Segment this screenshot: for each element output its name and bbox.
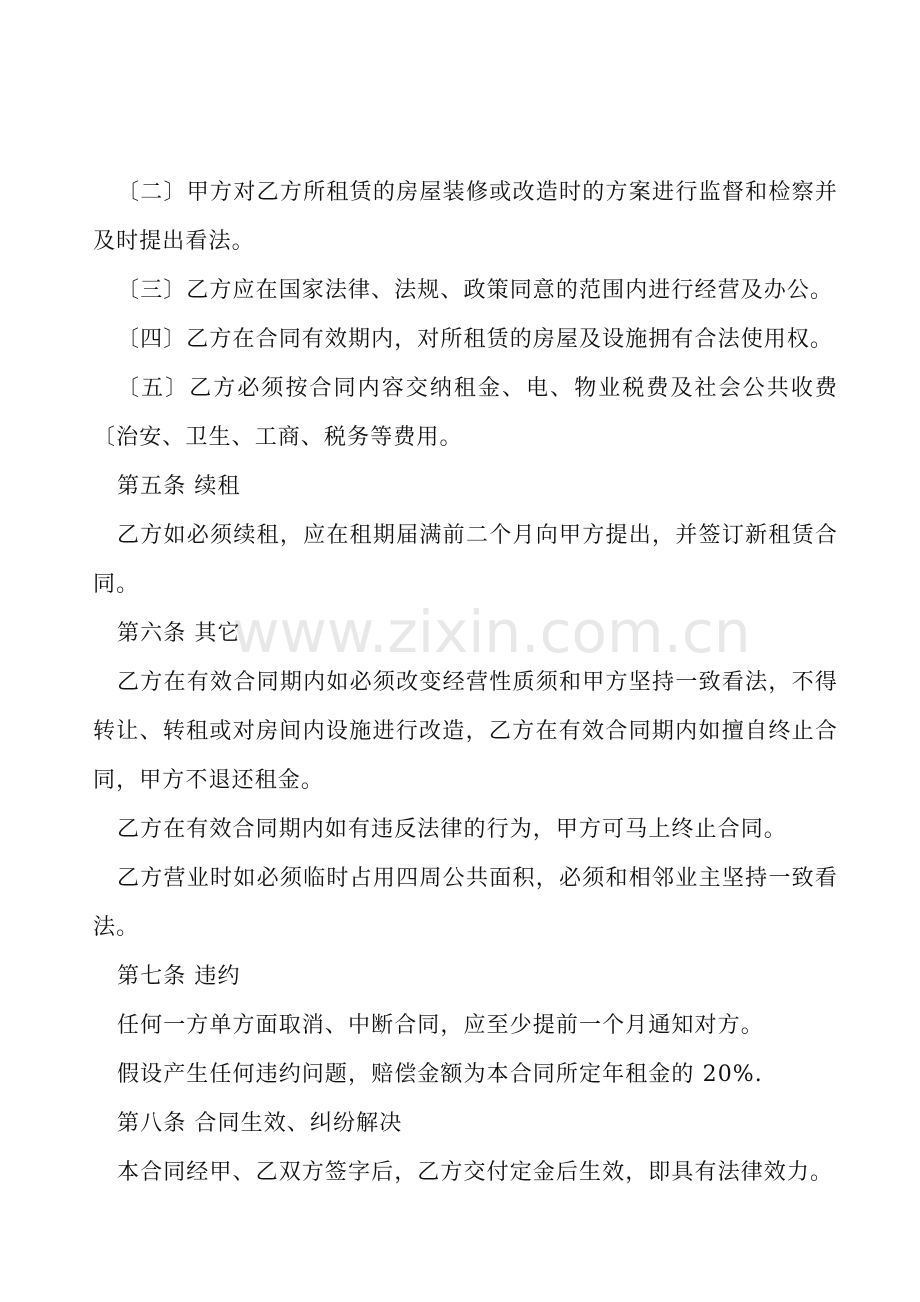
paragraph-breach-1: 任何一方单方面取消、中断合同，应至少提前一个月通知对方。 bbox=[117, 1013, 764, 1038]
watermark-text: www.zixin.com.cn bbox=[232, 598, 751, 666]
paragraph-clause-3: 〔三〕乙方应在国家法律、法规、政策同意的范围内进行经营及办公。 bbox=[117, 278, 834, 303]
paragraph-other-1: 乙方在有效合同期内如必须改变经营性质须和甲方坚持一致看法，不得转让、转租或对房间内设施进行改造，乙方在有效合同期内如擅自终止合同，甲方不退还租金。 bbox=[93, 670, 838, 793]
section-heading-5: 第五条 续租 bbox=[117, 474, 241, 499]
paragraph-other-2: 乙方在有效合同期内如有违反法律的行为，甲方可马上终止合同。 bbox=[117, 817, 787, 842]
section-heading-8: 第八条 合同生效、纠纷解决 bbox=[117, 1111, 403, 1136]
section-heading-7: 第七条 违约 bbox=[117, 964, 241, 989]
paragraph-clause-2: 〔二〕甲方对乙方所租赁的房屋装修或改造时的方案进行监督和检察并及时提出看法。 bbox=[93, 180, 838, 254]
paragraph-breach-2: 假设产生任何违约问题，赔偿金额为本合同所定年租金的 20%. bbox=[117, 1062, 763, 1087]
document-body bbox=[93, 168, 838, 1197]
paragraph-clause-5: 〔五〕乙方必须按合同内容交纳租金、电、物业税费及社会公共收费〔治安、卫生、工商、税务等费用。 bbox=[93, 376, 838, 450]
paragraph-effect: 本合同经甲、乙双方签字后，乙方交付定金后生效，即具有法律效力。 bbox=[117, 1160, 834, 1185]
paragraph-renewal: 乙方如必须续租，应在租期届满前二个月向甲方提出，并签订新租赁合同。 bbox=[93, 523, 838, 597]
paragraph-other-3: 乙方营业时如必须临时占用四周公共面积，必须和相邻业主坚持一致看法。 bbox=[93, 866, 838, 940]
section-heading-6: 第六条 其它 bbox=[117, 621, 241, 646]
paragraph-clause-4: 〔四〕乙方在合同有效期内，对所租赁的房屋及设施拥有合法使用权。 bbox=[117, 327, 834, 352]
